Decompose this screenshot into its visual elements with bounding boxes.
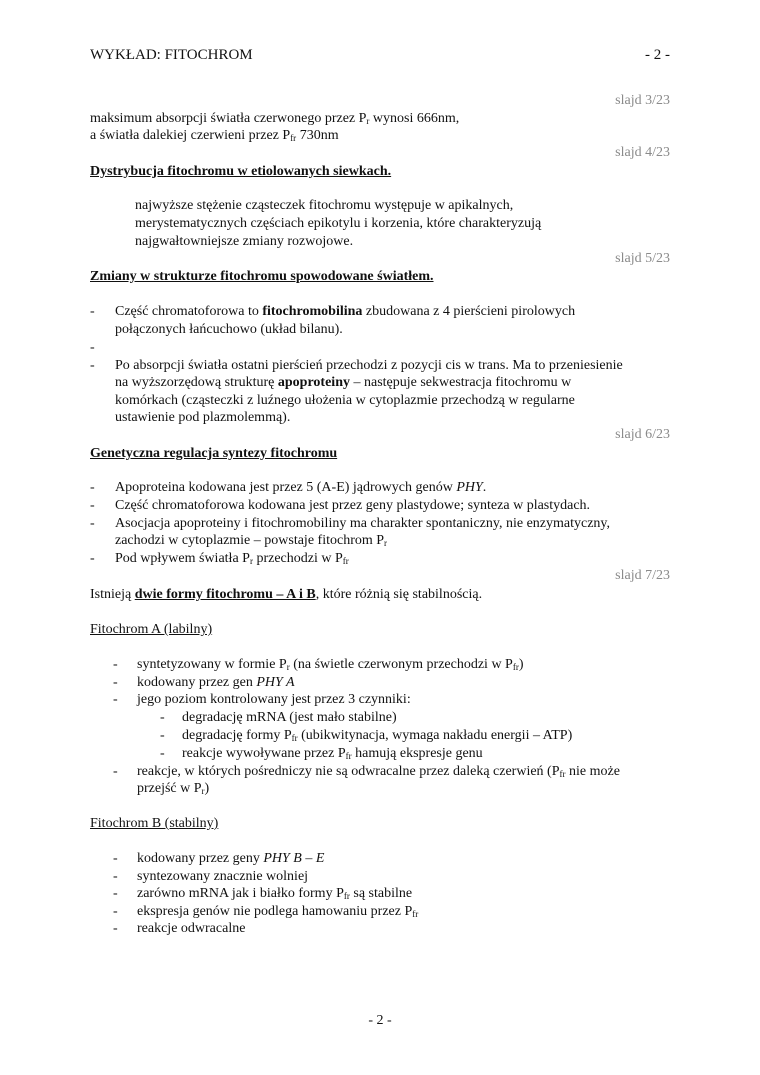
bullet-dash: - [90, 340, 95, 355]
bullet-dash: - [90, 358, 95, 373]
bullet-text: syntezowany znacznie wolniej [137, 869, 309, 884]
intro-line: maksimum absorpcji światła czerwonego przez $P_r$ wynosi 666nm, [90, 111, 460, 126]
bullet-dash: - [90, 551, 95, 566]
bullet-text: Po absorpcji światła ostatni pierścień przechodzi z pozycji cis w trans. Ma to przeniesienie [115, 358, 623, 373]
bullet-dash: - [90, 304, 95, 319]
sub-bullet-text: reakcje wywoływane przez $P_{fr}$ hamują ekspresje genu [182, 746, 483, 761]
bullet-text: ustawienie pod plazmolemmą). [115, 410, 291, 425]
footer-page-number: - 2 - [368, 1013, 392, 1028]
bullet-dash: - [113, 921, 118, 936]
bullet-dash: - [90, 480, 95, 495]
bullet-dash: - [113, 657, 118, 672]
bullet-text: Część chromatoforowa to fitochromobilina zbudowana z 4 pierścieni pirolowych [115, 304, 576, 319]
bullet-text: komórkach (cząsteczki z luźnego ułożenia w cytoplazmie przechodzą w regularne [115, 393, 575, 408]
bullet-text: Część chromatoforowa kodowana jest przez geny plastydowe; synteza w plastydach. [115, 498, 591, 513]
bullet-text: zachodzi w cytoplazmie – powstaje fitochrom $P_r$ [115, 533, 388, 548]
bullet-text: reakcje, w których pośredniczy nie są odwracalne przez daleką czerwień ($P_{fr}$ nie może [137, 764, 620, 779]
slide-marker: slajd 7/23 [615, 568, 670, 583]
sub-bullet-text: degradację formy $P_{fr}$ (ubikwitynacja, wymaga nakładu energii – ATP) [182, 728, 573, 743]
bullet-text: reakcje odwracalne [137, 921, 246, 936]
forms-paragraph: Istnieją dwie formy fitochromu – A i B, które różnią się stabilnością. [90, 587, 483, 602]
bullet-text: jego poziom kontrolowany jest przez 3 czynniki: [137, 692, 411, 707]
bullet-dash: - [90, 516, 95, 531]
bullet-text: Asocjacja apoproteiny i fitochromobiliny ma charakter spontaniczny, nie enzymatyczny, [115, 516, 611, 531]
lecture-title: WYKŁAD: FITOCHROM [90, 47, 253, 63]
sub-bullet-text: degradację mRNA (jest mało stabilne) [182, 710, 397, 725]
slide-marker: slajd 3/23 [615, 93, 670, 108]
sub-bullet-dash: - [160, 728, 165, 743]
bullet-dash: - [113, 675, 118, 690]
subsection-heading: Fitochrom A (labilny) [90, 622, 213, 637]
bullet-text: ekspresja genów nie podlega hamowaniu przez $P_{fr}$ [137, 904, 419, 919]
bullet-dash: - [90, 498, 95, 513]
bullet-dash: - [113, 886, 118, 901]
bullet-dash: - [113, 764, 118, 779]
bullet-text: przejść w $P_r$) [137, 781, 210, 796]
section-heading: Dystrybucja fitochromu w etiolowanych siewkach. [90, 164, 392, 179]
bullet-text: syntetyzowany w formie $P_r$ (na świetle czerwonym przechodzi w $P_{fr}$) [137, 657, 524, 672]
slide-marker: slajd 5/23 [615, 251, 670, 266]
sub-bullet-dash: - [160, 746, 165, 761]
section-heading: Genetyczna regulacja syntezy fitochromu [90, 446, 338, 461]
bullet-text: połączonych łańcuchowo (układ bilanu). [115, 322, 343, 337]
bullet-dash: - [113, 869, 118, 884]
paragraph-line: najgwałtowniejsze zmiany rozwojowe. [135, 234, 354, 249]
bullet-text: kodowany przez geny PHY B – E [137, 851, 325, 866]
paragraph-line: najwyższe stężenie cząsteczek fitochromu występuje w apikalnych, [135, 198, 514, 213]
bullet-text: na wyższorzędową strukturę apoproteiny – następuje sekwestracja fitochromu w [115, 375, 572, 390]
bullet-text: kodowany przez gen PHY A [137, 675, 295, 690]
section-heading: Zmiany w strukturze fitochromu spowodowane światłem. [90, 269, 434, 284]
bullet-dash: - [113, 851, 118, 866]
page-header [90, 47, 670, 65]
slide-marker: slajd 6/23 [615, 427, 670, 442]
header-page-number: - 2 - [645, 47, 670, 63]
bullet-dash: - [113, 904, 118, 919]
paragraph-line: merystematycznych częściach epikotylu i korzenia, które charakteryzują [135, 216, 542, 231]
bullet-text: zarówno mRNA jak i białko formy $P_{fr}$ są stabilne [137, 886, 413, 901]
bullet-text: Pod wpływem światła $P_r$ przechodzi w $P_{fr}$ [115, 551, 349, 566]
bullet-dash: - [113, 692, 118, 707]
slide-marker: slajd 4/23 [615, 145, 670, 160]
subsection-heading: Fitochrom B (stabilny) [90, 816, 219, 831]
sub-bullet-dash: - [160, 710, 165, 725]
intro-line: a światła dalekiej czerwieni przez $P_{fr}$ 730nm [90, 128, 339, 143]
bullet-text: Apoproteina kodowana jest przez 5 (A-E) jądrowych genów PHY. [115, 480, 487, 495]
